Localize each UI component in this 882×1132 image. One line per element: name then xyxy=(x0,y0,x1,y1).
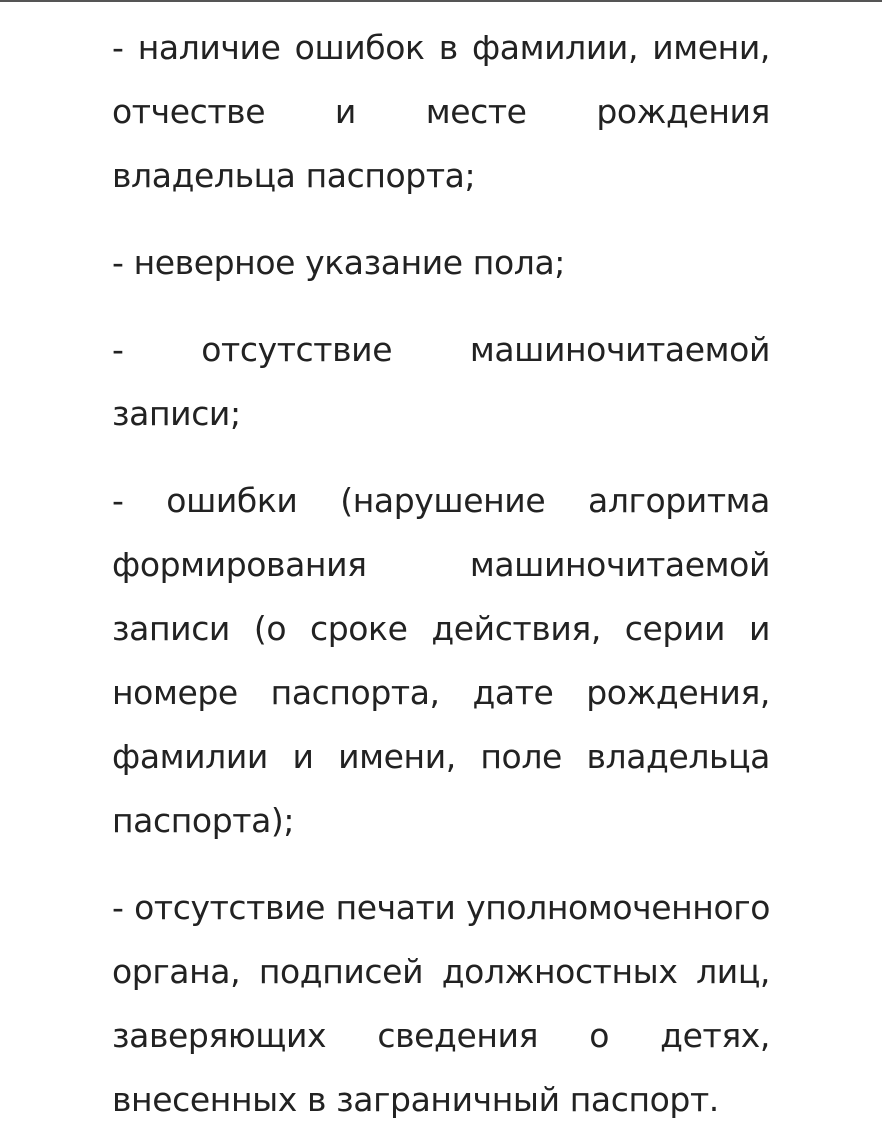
list-item: - отсутствие печати уполномоченного органа, подписей должностных лиц, заверяющих сведения о детях, внесенных в заграничный паспорт. xyxy=(112,888,770,1119)
list-item: - неверное указание пола; xyxy=(112,243,565,282)
document-body xyxy=(112,16,770,1132)
list-item: - отсутствие машиночитаемой записи; xyxy=(112,330,770,433)
list-item: - наличие ошибок в фамилии, имени, отчестве и месте рождения владельца паспорта; xyxy=(112,28,770,195)
list-item: - ошибки (нарушение алгоритма формирования машиночитаемой записи (о сроке действия, серии и номере паспорта, дате рождения, фамилии и имени, поле владельца паспорта); xyxy=(112,481,770,840)
